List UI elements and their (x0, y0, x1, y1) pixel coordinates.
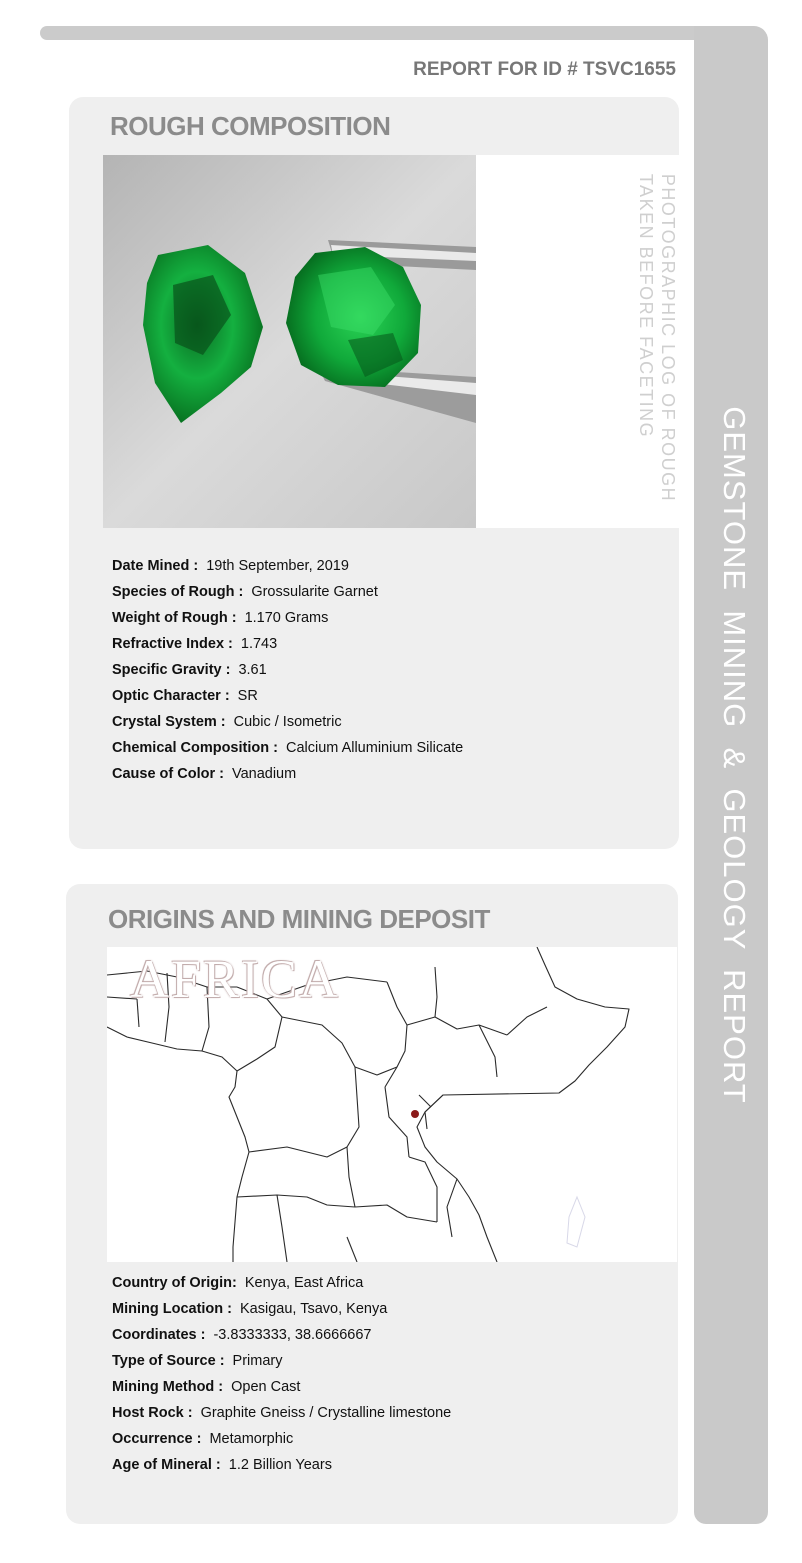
detail-value: SR (237, 688, 258, 704)
detail-label: Mining Location : (112, 1301, 233, 1317)
origins-title: ORIGINS AND MINING DEPOSIT (108, 904, 490, 934)
detail-label: Age of Mineral : (112, 1457, 221, 1473)
detail-label: Cause of Color : (112, 766, 224, 782)
detail-row-mining-location (112, 1300, 451, 1326)
detail-value: Primary (232, 1353, 283, 1369)
detail-value: Calcium Alluminium Silicate (285, 740, 464, 756)
detail-value: Kasigau, Tsavo, Kenya (240, 1301, 388, 1317)
detail-value: Kenya, East Africa (244, 1275, 364, 1291)
rough-gem-illustration (103, 155, 476, 528)
detail-value: Cubic / Isometric (233, 714, 342, 730)
detail-row-coordinates (112, 1326, 451, 1352)
detail-value: Vanadium (231, 766, 297, 782)
detail-row-specific-gravity (112, 661, 463, 687)
detail-value: 3.61 (238, 662, 267, 678)
detail-row-cause-of-color (112, 765, 463, 791)
detail-label: Chemical Composition : (112, 740, 278, 756)
detail-value: Graphite Gneiss / Crystalline limestone (200, 1405, 452, 1421)
map-label-africa: AFRICA (130, 949, 341, 1009)
detail-row-refractive-index (112, 635, 463, 661)
detail-label: Host Rock : (112, 1405, 193, 1421)
photo-caption-line-1: PHOTOGRAPHIC LOG OF ROUGH (658, 173, 678, 503)
detail-value: -3.8333333, 38.6666667 (213, 1327, 372, 1343)
detail-label: Crystal System : (112, 714, 226, 730)
rough-gem-photo (103, 155, 476, 528)
detail-row-country (112, 1274, 451, 1300)
detail-label: Occurrence : (112, 1431, 202, 1447)
detail-label: Specific Gravity : (112, 662, 231, 678)
photo-caption (635, 174, 679, 502)
detail-label: Type of Source : (112, 1353, 225, 1369)
detail-row-age (112, 1456, 451, 1482)
detail-value: Grossularite Garnet (251, 584, 378, 600)
detail-label: Optic Character : (112, 688, 230, 704)
rough-composition-title: ROUGH COMPOSITION (110, 111, 391, 141)
top-frame-bar (40, 26, 752, 40)
report-side-title: GEMSTONE MINING & GEOLOGY REPORT (717, 406, 752, 1104)
detail-row-weight (112, 609, 463, 635)
rough-details-list (112, 557, 463, 791)
detail-value: 19th September, 2019 (206, 558, 349, 574)
detail-label: Date Mined : (112, 558, 199, 574)
detail-row-date-mined (112, 557, 463, 583)
mine-location-marker (411, 1110, 419, 1118)
detail-label: Species of Rough : (112, 584, 244, 600)
detail-label: Coordinates : (112, 1327, 206, 1343)
detail-row-species (112, 583, 463, 609)
report-id: REPORT FOR ID # TSVC1655 (413, 59, 676, 80)
detail-row-crystal-system (112, 713, 463, 739)
detail-label: Country of Origin: (112, 1275, 237, 1291)
detail-value: 1.170 Grams (244, 610, 329, 626)
detail-row-mining-method (112, 1378, 451, 1404)
origins-details-list (112, 1274, 451, 1482)
photo-caption-line-2: TAKEN BEFORE FACETING (636, 173, 656, 439)
detail-label: Refractive Index : (112, 636, 233, 652)
detail-label: Weight of Rough : (112, 610, 237, 626)
detail-row-chemical-composition (112, 739, 463, 765)
detail-row-host-rock (112, 1404, 451, 1430)
detail-row-source-type (112, 1352, 451, 1378)
detail-row-occurrence (112, 1430, 451, 1456)
detail-label: Mining Method : (112, 1379, 224, 1395)
detail-value: Open Cast (231, 1379, 301, 1395)
detail-value: Metamorphic (209, 1431, 294, 1447)
detail-value: 1.2 Billion Years (228, 1457, 332, 1473)
detail-row-optic-character (112, 687, 463, 713)
detail-value: 1.743 (240, 636, 278, 652)
